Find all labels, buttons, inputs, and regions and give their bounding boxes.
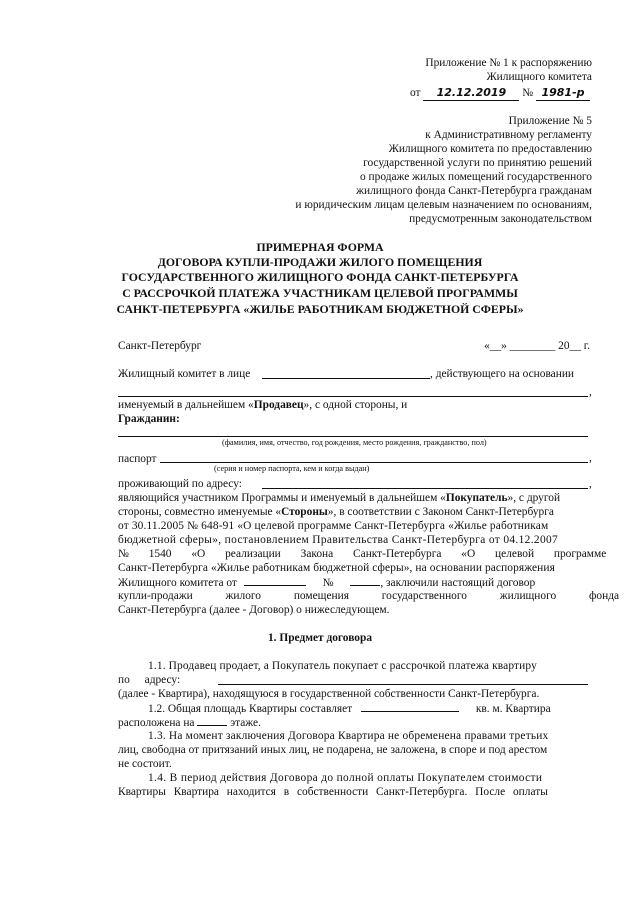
p13-line-1: 1.3. На момент заключения Договора Квартира не обременена правами третьих	[148, 730, 549, 742]
citizen-label: Гражданин:	[118, 413, 180, 425]
basis-comma: ,	[589, 386, 592, 398]
handwritten-date: 12.12.2019	[423, 86, 519, 101]
appendix5-line-1: Приложение № 5	[508, 115, 592, 127]
title-line-3: ГОСУДАРСТВЕННОГО ЖИЛИЩНОГО ФОНДА САНКТ-ПЕТЕРБУРГА	[121, 270, 519, 284]
title-line-2: ДОГОВОРА КУПЛИ-ПРОДАЖИ ЖИЛОГО ПОМЕЩЕНИЯ	[157, 255, 483, 269]
passport-hint: (серия и номер паспорта, кем и когда выдан)	[214, 464, 370, 473]
section1-heading: 1. Предмет договора	[267, 632, 373, 644]
appendix1-line1: Приложение № 1 к распоряжению	[425, 57, 592, 69]
number-label: №	[522, 87, 534, 99]
appendix5-line-6: жилищного фонда Санкт-Петербурга гражданам	[356, 185, 592, 197]
p12-d: этаже.	[230, 717, 261, 729]
intro-line-5: № 1540 «О реализации Закона Санкт-Петербурга «О целевой программе	[118, 548, 607, 560]
title-line-5: САНКТ-ПЕТЕРБУРГА «ЖИЛЬЕ РАБОТНИКАМ БЮДЖЕТНОЙ СФЕРЫ»	[116, 302, 524, 316]
area-blank	[361, 701, 459, 712]
floor-blank	[197, 715, 227, 726]
appendix5-line-4: государственной услуги по принятию решений	[363, 157, 592, 169]
basis-blank	[118, 396, 588, 397]
seller-post: », с одной стороны, и	[303, 399, 408, 411]
p11-line-3: (далее - Квартира), находящуюся в государственной собственности Санкт-Петербурга.	[118, 688, 540, 700]
passport-comma: ,	[589, 452, 592, 464]
appendix1-line2: Жилищного комитета	[486, 71, 592, 83]
seller-label: Продавец	[253, 399, 304, 411]
seller-line	[118, 398, 407, 412]
p14-line-2: Квартиры Квартира находится в собственности Санкт-Петербурга. После оплаты	[118, 786, 548, 798]
title-line-1: ПРИМЕРНАЯ ФОРМА	[256, 240, 384, 254]
p12-a: 1.2. Общая площадь Квартиры составляет	[148, 703, 353, 715]
intro-2a: стороны, совместно именуемые «	[118, 506, 282, 518]
address-comma: ,	[589, 478, 592, 490]
handwritten-number: 1981-р	[536, 86, 590, 101]
order-date-blank	[244, 575, 306, 586]
intro-7a: Жилищного комитета от	[118, 577, 237, 589]
p11-line-1: 1.1. Продавец продает, а Покупатель покупает с рассрочкой платежа квартиру	[148, 660, 537, 672]
title-line-4: С РАССРОЧКОЙ ПЛАТЕЖА УЧАСТНИКАМ ЦЕЛЕВОЙ ПРОГРАММЫ	[122, 286, 518, 300]
p12-line-1	[148, 701, 551, 716]
intro-line-9: Санкт-Петербурга (далее - Договор) о нижеследующем.	[118, 604, 390, 616]
intro-line-7	[118, 575, 535, 590]
appendix5-line-3: Жилищного комитета по предоставлению	[388, 143, 592, 155]
intro-line-1	[118, 491, 588, 505]
apartment-address-blank	[218, 684, 588, 685]
appendix5-line-8: предусмотренным законодательством	[409, 213, 592, 225]
p13-line-2: лиц, свободна от притязаний иных лиц, не подарена, не заложена, в споре и под арестом	[118, 744, 548, 756]
intro-2c: », в соответствии с Законом Санкт-Петербурга	[327, 506, 554, 518]
appendix5-line-5: о продаже жилых помещений государственного	[360, 171, 592, 183]
p14-line-1: 1.4. В период действия Договора до полной оплаты Покупателем стоимости	[148, 772, 543, 784]
order-number-blank	[350, 575, 380, 586]
passport-blank	[160, 462, 588, 463]
intro-1a: являющийся участником Программы и именуемый в дальнейшем «	[118, 492, 446, 504]
appendix1-date-line	[410, 86, 590, 101]
appendix5-line-2: к Административному регламенту	[425, 129, 592, 141]
p12-b: кв. м. Квартира	[475, 703, 551, 715]
date-template: «__» ________ 20__ г.	[484, 340, 590, 352]
intro-1c: », с другой	[507, 492, 561, 504]
address-blank	[262, 488, 588, 489]
p12-c: расположена на	[118, 717, 195, 729]
place: Санкт-Петербург	[118, 340, 202, 352]
parties-label: Стороны	[281, 506, 328, 518]
intro-line-3: от 30.11.2005 № 648-91 «О целевой программе Санкт-Петербурга «Жилье работникам	[118, 520, 549, 532]
buyer-label: Покупатель	[445, 492, 508, 504]
p11-line-2: по адресу:	[118, 674, 181, 686]
p12-line-2	[118, 715, 261, 730]
intro-7c: , заключили настоящий договор	[380, 577, 536, 589]
from-label: от	[410, 87, 421, 99]
passport-label: паспорт	[118, 453, 157, 465]
fio-hint: (фамилия, имя, отчество, год рождения, место рождения, гражданство, пол)	[222, 438, 487, 447]
appendix5-line-7: и юридическим лицам целевым назначением по основаниям,	[295, 199, 592, 211]
citizen-blank	[118, 436, 588, 437]
intro-line-4: бюджетной сферы», постановлением Правительства Санкт-Петербурга от 04.12.2007	[118, 534, 559, 546]
intro-line-8: купли-продажи жилого помещения государственного жилищного фонда	[118, 590, 620, 602]
p13-line-3: не состоит.	[118, 758, 172, 770]
committee-representative-blank	[262, 378, 430, 379]
committee-prefix: Жилищный комитет в лице	[118, 368, 251, 380]
intro-7b: №	[322, 577, 334, 589]
committee-suffix: , действующего на основании	[430, 368, 575, 380]
intro-line-6: Санкт-Петербурга «Жилье работникам бюджетной сферы», на основании распоряжения	[118, 562, 555, 574]
seller-pre: именуемый в дальнейшем «	[118, 399, 254, 411]
address-label: проживающий по адресу:	[118, 478, 242, 490]
intro-line-2	[118, 505, 554, 519]
